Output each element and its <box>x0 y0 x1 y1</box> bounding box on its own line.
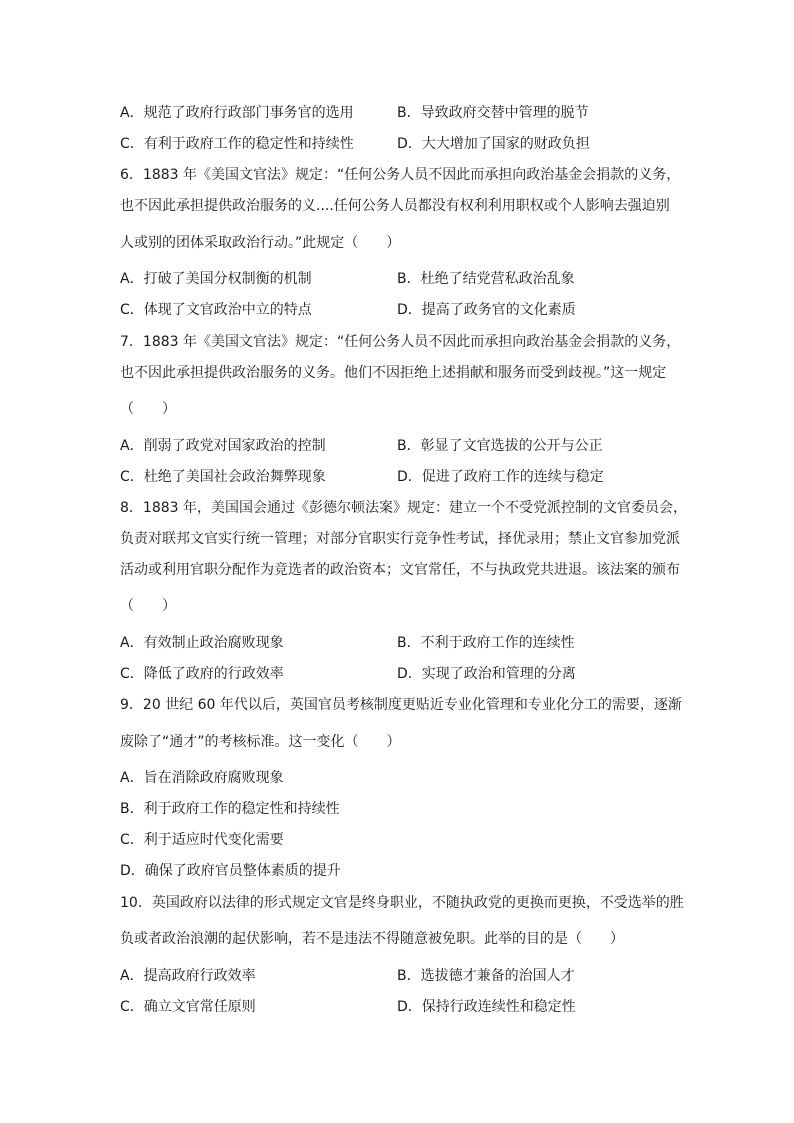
q9-stem-line-1: 9．20 世纪 60 年代以后，英国官员考核制度更贴近专业化管理和专业化分工的需要，逐渐 <box>120 697 682 713</box>
q7-stem-line-1: 7．1883 年《美国文官法》规定：“任何公务人员不因此而承担向政治基金会捐款的义务， <box>120 334 681 350</box>
q10-stem-line-2: 负或者政治浪潮的起伏影响，若不是违法不得随意被免职。此举的目的是（ ） <box>120 931 624 947</box>
q7-stem-line-2: 也不因此承担提供政治服务的义务。他们不因拒绝上述捐献和服务而受到歧视。”这一规定 <box>120 365 667 381</box>
q8-option-b: B．不利于政府工作的连续性 <box>397 635 575 651</box>
q10-option-c: C．确立文官常任原则 <box>120 999 256 1015</box>
q7-option-d: D．促进了政府工作的连续与稳定 <box>397 469 604 485</box>
q8-stem-line-3: 活动或利用官职分配作为竞选者的政治资本；文官常任，不与执政党共进退。该法案的颁布 <box>120 562 680 578</box>
q9-option-a: A．旨在消除政府腐败现象 <box>120 770 284 786</box>
q6-option-b: B．杜绝了结党营私政治乱象 <box>397 271 575 287</box>
q7-option-b: B．彰显了文官选拔的公开与公正 <box>397 438 603 454</box>
q6-option-a: A．打破了美国分权制衡的机制 <box>120 271 312 287</box>
q8-stem-line-4: （ ） <box>120 598 176 614</box>
q5-option-a: A．规范了政府行政部门事务官的选用 <box>120 105 354 121</box>
q9-option-d: D．确保了政府官员整体素质的提升 <box>120 863 341 879</box>
q6-stem-line-2: 也不因此承担提供政治服务的义....任何公务人员都没有权利利用职权或个人影响去强迫别 <box>120 198 670 214</box>
q7-stem-line-3: （ ） <box>120 401 176 417</box>
q9-option-b: B．利于政府工作的稳定性和持续性 <box>120 801 340 817</box>
q8-stem-line-2: 负责对联邦文官实行统一管理；对部分官职实行竞争性考试，择优录用；禁止文官参加党派 <box>120 531 680 547</box>
q7-option-c: C．杜绝了美国社会政治舞弊现象 <box>120 469 326 485</box>
q6-stem-line-3: 人或别的团体采取政治行动。”此规定（ ） <box>120 235 401 251</box>
q10-stem-line-1: 10．英国政府以法律的形式规定文官是终身职业，不随执政党的更换而更换，不受选举的胜 <box>120 895 684 911</box>
q5-option-b: B．导致政府交替中管理的脱节 <box>397 105 589 121</box>
q10-option-a: A．提高政府行政效率 <box>120 968 256 984</box>
q6-stem-line-1: 6．1883 年《美国文官法》规定：“任何公务人员不因此而承担向政治基金会捐款的义务， <box>120 167 681 183</box>
q8-option-a: A．有效制止政治腐败现象 <box>120 635 284 651</box>
q8-stem-line-1: 8．1883 年，美国国会通过《彭德尔顿法案》规定：建立一个不受党派控制的文官委员会， <box>120 500 687 516</box>
q8-option-d: D．实现了政治和管理的分离 <box>397 666 576 682</box>
q10-option-d: D．保持行政连续性和稳定性 <box>397 999 576 1015</box>
q10-option-b: B．选拔德才兼备的治国人才 <box>397 968 575 984</box>
q8-option-c: C．降低了政府的行政效率 <box>120 666 284 682</box>
q7-option-a: A．削弱了政党对国家政治的控制 <box>120 438 326 454</box>
q5-option-d: D．大大增加了国家的财政负担 <box>397 136 590 152</box>
q6-option-c: C．体现了文官政治中立的特点 <box>120 302 312 318</box>
q9-option-c: C．利于适应时代变化需要 <box>120 832 284 848</box>
q6-option-d: D．提高了政务官的文化素质 <box>397 302 576 318</box>
q9-stem-line-2: 废除了“通才”的考核标准。这一变化（ ） <box>120 734 401 750</box>
q5-option-c: C．有利于政府工作的稳定性和持续性 <box>120 136 354 152</box>
